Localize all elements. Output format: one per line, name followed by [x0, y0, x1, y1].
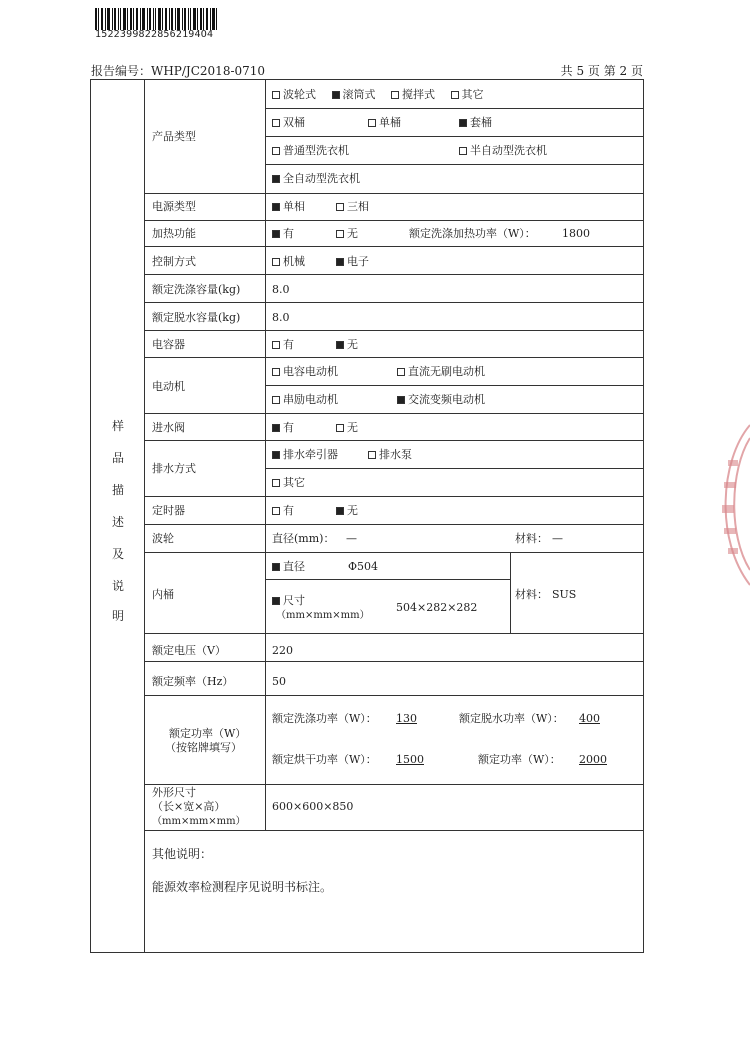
section-char: 品: [111, 451, 124, 465]
seal-stamp: [710, 420, 750, 590]
checkbox-item[interactable]: 其它: [451, 88, 484, 101]
checkbox-item[interactable]: 无: [336, 504, 358, 518]
checkbox: [368, 451, 376, 459]
power-type-label: 电源类型: [152, 200, 196, 213]
pulsator-material-label: 材料：: [515, 532, 548, 545]
wash-capacity-label: 额定洗涤容量(kg): [152, 283, 241, 296]
dry-power-value: 1500: [396, 753, 424, 766]
checkbox: [272, 203, 280, 211]
drum-size-unit: （mm×mm×mm）: [276, 610, 370, 621]
checkbox-item[interactable]: 排水牵引器: [272, 448, 338, 462]
dimensions-unit: （mm×mm×mm）: [152, 816, 246, 827]
spin-capacity-label: 额定脱水容量(kg): [152, 311, 241, 324]
drain-label: 排水方式: [152, 462, 196, 475]
wash-power-label: 额定洗涤功率（W）：: [272, 712, 377, 725]
checkbox-item[interactable]: 波轮式: [272, 88, 316, 101]
pulsator-diameter-label: 直径(mm)：: [272, 532, 335, 545]
dimensions-value: 600×600×850: [272, 800, 354, 813]
checkbox-item[interactable]: 套桶: [459, 116, 492, 130]
spin-power-value: 400: [579, 712, 600, 725]
checkbox: [272, 597, 280, 605]
drum-label: 内桶: [152, 588, 174, 601]
checkbox: [272, 424, 280, 432]
pulsator-diameter-value: —: [346, 532, 357, 545]
checkbox: [272, 147, 280, 155]
checkbox: [272, 119, 280, 127]
pulsator-label: 波轮: [152, 532, 174, 545]
checkbox: [451, 91, 459, 99]
rated-power-label: 额定功率（W）: [169, 727, 247, 740]
checkbox-item[interactable]: 串励电动机: [272, 393, 338, 407]
heating-power-label: 额定洗涤加热功率（W）：: [409, 227, 536, 240]
rated-power-sublabel: （按铭牌填写）: [165, 741, 242, 754]
checkbox-item[interactable]: 单相: [272, 200, 305, 214]
dimensions-sublabel: （长×宽×高）: [152, 800, 226, 813]
checkbox: [459, 119, 467, 127]
checkbox-item[interactable]: 排水泵: [368, 448, 412, 462]
checkbox-item[interactable]: 单桶: [368, 116, 401, 130]
checkbox: [272, 563, 280, 571]
checkbox: [272, 341, 280, 349]
drum-material-value: SUS: [552, 588, 577, 601]
section-char: 及: [111, 547, 124, 561]
report-number: 报告编号：WHP/JC2018-0710: [91, 64, 266, 78]
section-char: 明: [111, 609, 124, 623]
frequency-value: 50: [272, 675, 286, 688]
checkbox: [332, 91, 340, 99]
spin-capacity-value: 8.0: [272, 311, 290, 324]
checkbox: [272, 230, 280, 238]
timer-label: 定时器: [152, 504, 185, 517]
checkbox-item[interactable]: 电子: [336, 255, 369, 269]
drum-diameter-value: Φ504: [348, 560, 379, 573]
checkbox-item[interactable]: 电容电动机: [272, 365, 338, 379]
checkbox-item[interactable]: 有: [272, 421, 294, 435]
checkbox: [272, 396, 280, 404]
checkbox-item[interactable]: 直流无刷电动机: [397, 365, 485, 379]
wash-capacity-value: 8.0: [272, 283, 290, 296]
checkbox: [272, 507, 280, 515]
checkbox: [397, 396, 405, 404]
frequency-label: 额定频率（Hz）: [152, 675, 234, 688]
checkbox-item[interactable]: 半自动型洗衣机: [459, 144, 547, 158]
checkbox: [336, 341, 344, 349]
total-power-label: 额定功率（W）：: [478, 753, 561, 766]
drum-size-value: 504×282×282: [396, 601, 478, 614]
checkbox-item[interactable]: 无: [336, 338, 358, 352]
inlet-valve-label: 进水阀: [152, 421, 185, 434]
checkbox: [391, 91, 399, 99]
checkbox: [336, 258, 344, 266]
checkbox: [272, 175, 280, 183]
voltage-value: 220: [272, 644, 293, 657]
section-char: 说: [111, 579, 124, 593]
checkbox-item[interactable]: 搅拌式: [391, 88, 435, 101]
drum-material-label: 材料：: [515, 588, 548, 601]
checkbox: [397, 368, 405, 376]
spin-power-label: 额定脱水功率（W）：: [459, 712, 564, 725]
checkbox: [336, 230, 344, 238]
other-notes-label: 其他说明：: [152, 847, 213, 861]
checkbox-item[interactable]: 普通型洗衣机: [272, 144, 349, 158]
heating-label: 加热功能: [152, 227, 196, 240]
motor-label: 电动机: [152, 380, 185, 393]
checkbox: [272, 451, 280, 459]
checkbox-item[interactable]: 无: [336, 421, 358, 435]
checkbox-item[interactable]: 无: [336, 227, 358, 241]
checkbox-item[interactable]: 滚筒式: [332, 88, 376, 101]
checkbox-item[interactable]: 其它: [272, 476, 305, 490]
heating-power-value: 1800: [562, 227, 590, 240]
section-char: 样: [111, 419, 124, 433]
checkbox: [336, 424, 344, 432]
checkbox: [272, 368, 280, 376]
checkbox: [272, 479, 280, 487]
checkbox: [336, 507, 344, 515]
checkbox-item[interactable]: 有: [272, 338, 294, 352]
total-power-value: 2000: [579, 753, 607, 766]
checkbox-item[interactable]: 全自动型洗衣机: [272, 172, 360, 186]
capacitor-label: 电容器: [152, 338, 185, 351]
pulsator-material-value: —: [552, 532, 563, 545]
dimensions-label: 外形尺寸: [152, 786, 196, 799]
checkbox-item[interactable]: 机械: [272, 255, 305, 269]
checkbox-item[interactable]: 直径: [272, 560, 305, 574]
voltage-label: 额定电压（V）: [152, 644, 226, 657]
checkbox-item[interactable]: 有: [272, 227, 294, 241]
checkbox: [368, 119, 376, 127]
checkbox: [272, 258, 280, 266]
dry-power-label: 额定烘干功率（W）：: [272, 753, 377, 766]
checkbox: [272, 91, 280, 99]
section-char: 述: [111, 515, 124, 529]
product-type-label: 产品类型: [152, 130, 196, 143]
checkbox-item[interactable]: 交流变频电动机: [397, 393, 485, 407]
checkbox: [336, 203, 344, 211]
checkbox-item[interactable]: 尺寸: [272, 594, 305, 608]
control-label: 控制方式: [152, 255, 196, 268]
checkbox-item[interactable]: 双桶: [272, 116, 305, 130]
product-type-row1: [272, 88, 484, 102]
other-notes-text: 能源效率检测程序见说明书标注。: [152, 880, 333, 894]
checkbox-item[interactable]: 有: [272, 504, 294, 518]
wash-power-value: 130: [396, 712, 417, 725]
page-info: 共 5 页 第 2 页: [560, 64, 643, 78]
section-char: 描: [111, 483, 124, 497]
checkbox: [459, 147, 467, 155]
barcode-number: 15223998228562194O4: [95, 29, 214, 40]
checkbox-item[interactable]: 三相: [336, 200, 369, 214]
